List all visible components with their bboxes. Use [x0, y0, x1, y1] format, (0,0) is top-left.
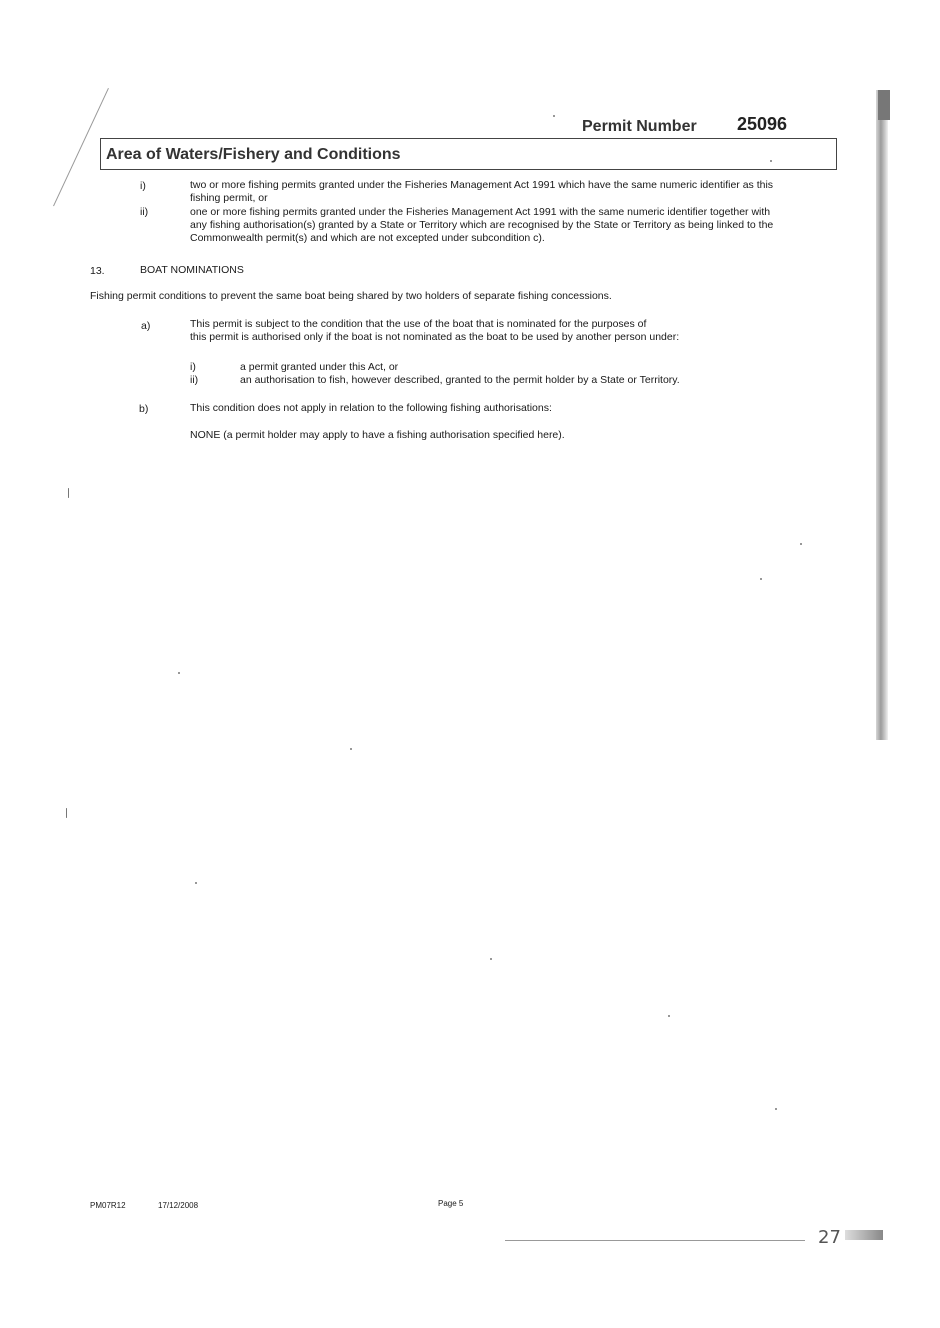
section-heading: BOAT NOMINATIONS — [140, 264, 244, 276]
condition-a-line: This permit is subject to the condition that the use of the boat that is nominated for the purposes of — [190, 318, 647, 330]
subitem-text: a permit granted under this Act, or — [240, 361, 399, 373]
speck — [553, 115, 555, 117]
scan-edge-bar-top — [878, 90, 890, 120]
speck — [775, 1108, 777, 1110]
stamp-number: 27 — [818, 1227, 841, 1248]
speck — [800, 543, 802, 545]
list-item-line: one or more fishing permits granted under the Fisheries Management Act 1991 with the same numeric identifier together with — [190, 206, 771, 218]
permit-number-value: 25096 — [737, 114, 788, 134]
section-number: 13. — [90, 265, 105, 277]
subitem-marker: ii) — [190, 374, 199, 386]
footer-rule — [505, 1240, 805, 1241]
speck — [68, 488, 69, 498]
list-item — [190, 179, 830, 205]
form-date: 17/12/2008 — [158, 1201, 199, 1210]
section-intro: Fishing permit conditions to prevent the same boat being shared by two holders of separate fishing concessions. — [90, 290, 612, 302]
stamp-smudge — [845, 1230, 883, 1240]
subitem-text: an authorisation to fish, however described, granted to the permit holder by a State or Territory. — [240, 374, 680, 386]
condition-a-line: this permit is authorised only if the boat is not nominated as the boat to be used by another person under: — [190, 331, 680, 343]
speck — [195, 882, 197, 884]
speck — [668, 1015, 670, 1017]
list-item — [190, 206, 840, 245]
subitem-marker: i) — [190, 361, 196, 373]
item-marker: a) — [141, 320, 151, 332]
condition-a — [190, 318, 750, 344]
speck — [760, 578, 762, 580]
form-code: PM07R12 — [90, 1201, 126, 1210]
item-marker: i) — [140, 180, 146, 192]
list-item-line: Commonwealth permit(s) and which are not excepted under subcondition c). — [190, 232, 545, 244]
list-item-line: fishing permit, or — [190, 192, 268, 204]
list-item-line: any fishing authorisation(s) granted by a State or Territory which are recognised by the State or Territory as being linked to the — [190, 219, 774, 231]
permit-number-label: Permit Number — [582, 118, 697, 135]
condition-b-none: NONE (a permit holder may apply to have a fishing authorisation specified here). — [190, 429, 565, 441]
item-marker: ii) — [140, 206, 149, 218]
speck — [350, 748, 352, 750]
speck — [66, 808, 67, 818]
condition-b: This condition does not apply in relation to the following fishing authorisations: — [190, 402, 552, 414]
item-marker: b) — [139, 403, 149, 415]
list-item-line: two or more fishing permits granted under the Fisheries Management Act 1991 which have the same numeric identifier as this — [190, 179, 774, 191]
page-number: Page 5 — [438, 1199, 464, 1208]
speck — [178, 672, 180, 674]
section-title: Area of Waters/Fishery and Conditions — [106, 146, 401, 163]
speck — [490, 958, 492, 960]
scan-edge-bar — [876, 90, 888, 740]
